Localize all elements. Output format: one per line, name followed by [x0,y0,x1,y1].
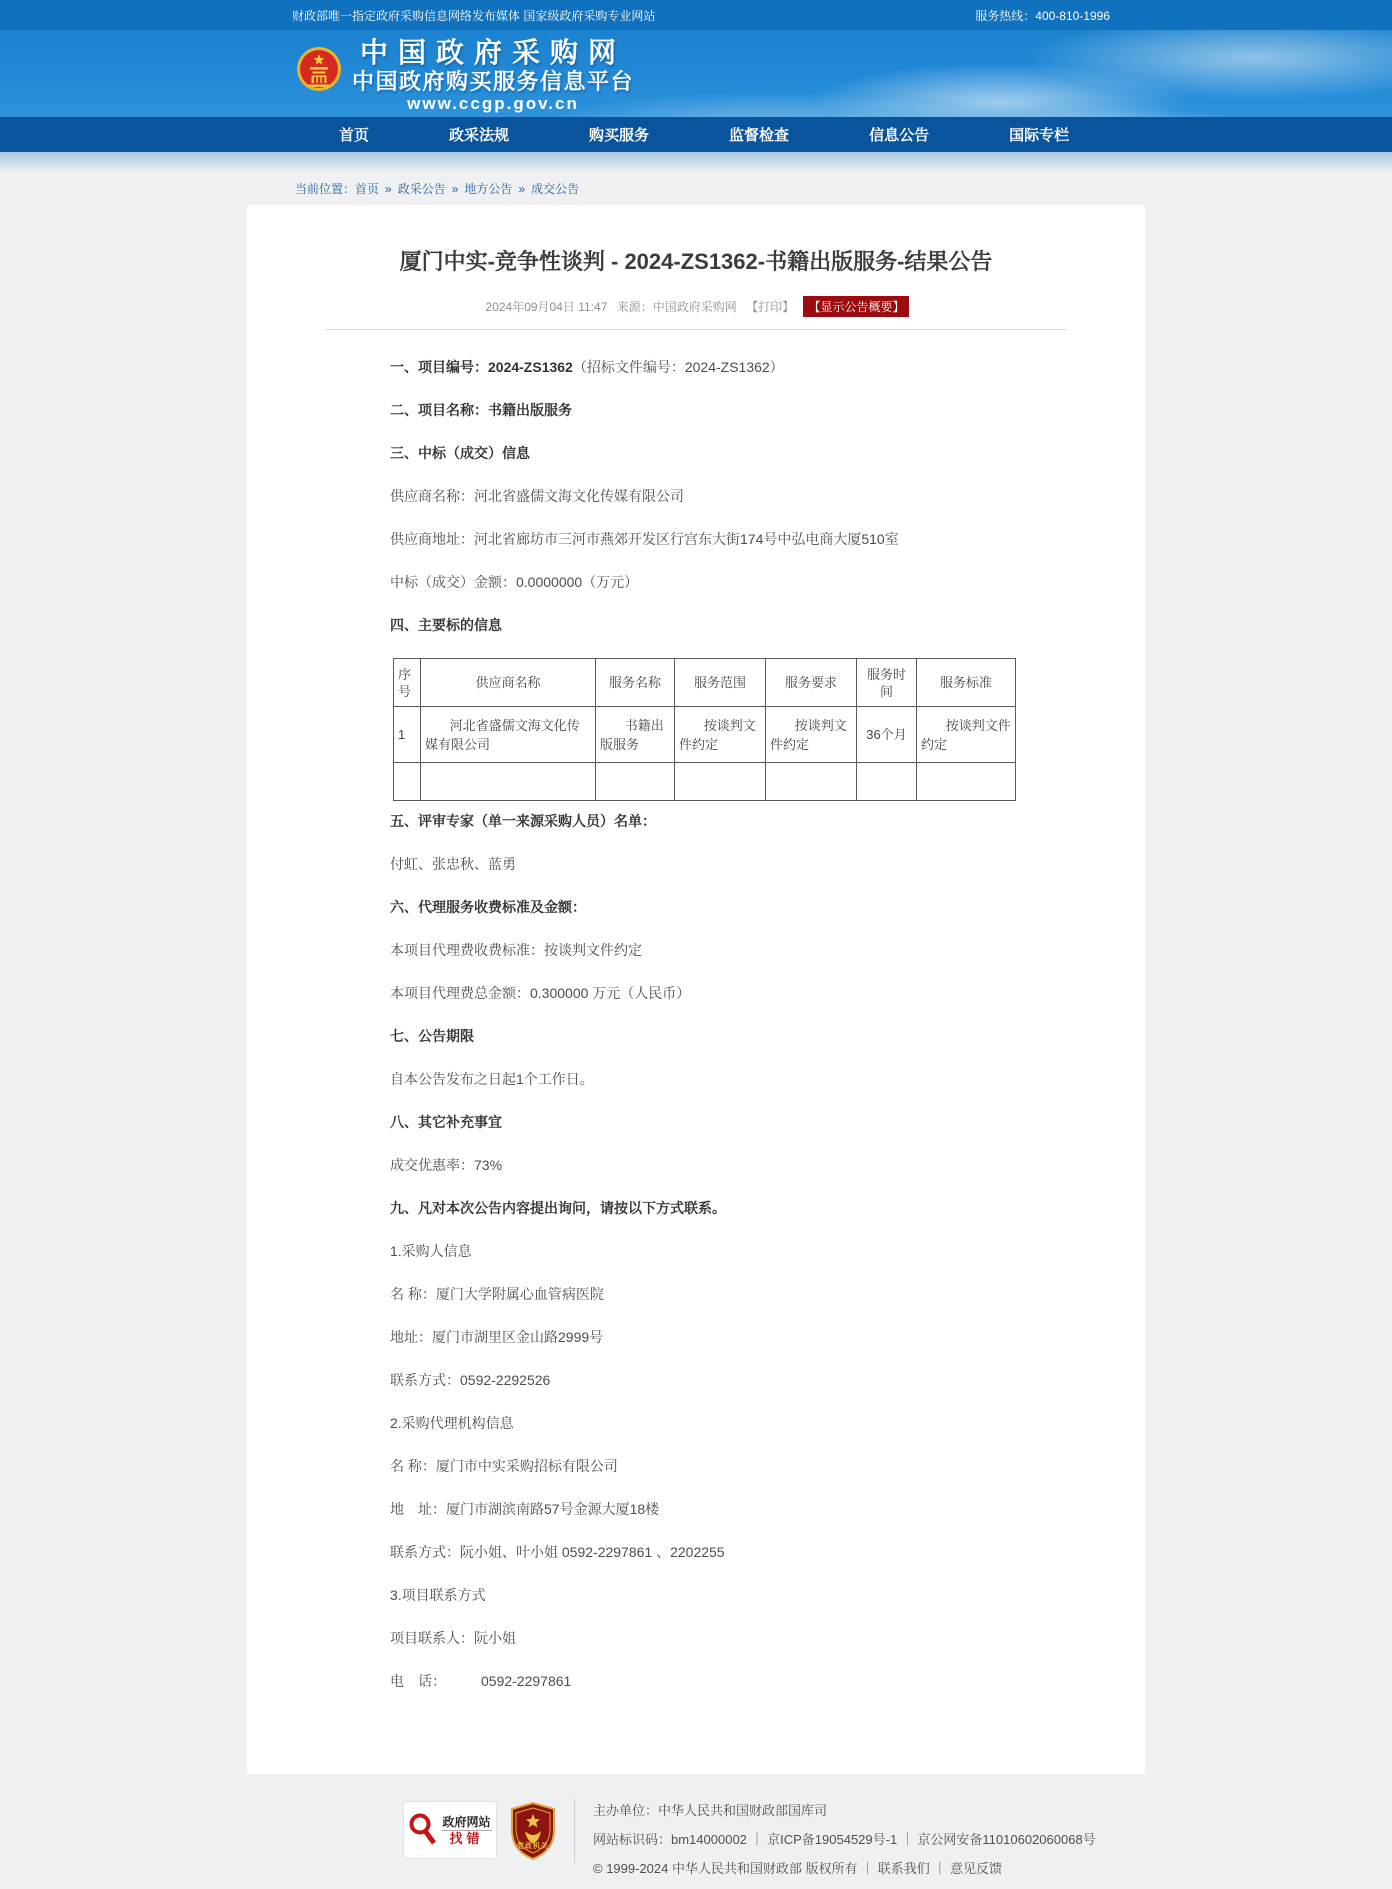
site-identity [352,38,634,114]
heading-text: 九、凡对本次公告内容提出询问，请按以下方式联系。 [390,1200,726,1216]
article-paragraph [390,572,1035,593]
nav-item-2[interactable]: 政采法规 [449,127,510,144]
badge-find-line2: 找错 [441,1830,492,1847]
article-card [247,205,1145,1774]
publish-datetime: 2024年09月04日 11:47 [485,300,608,314]
table-cell: 按谈判文件约定 [917,707,1016,763]
footer-info [593,1802,1096,1889]
article-paragraph [390,940,1035,961]
breadcrumb-separator: » [451,182,459,196]
breadcrumb-link-3[interactable]: 地方公告 [464,182,513,196]
paragraph-text: 名 称：厦门大学附属心血管病医院 [390,1286,604,1302]
award-info-table [393,658,1016,801]
breadcrumb-separator: » [385,182,392,196]
nav-fade-strip [0,152,1392,172]
party-gov-badge-label: 党政机关 [517,1843,549,1850]
heading-text: 三、中标（成交）信息 [390,445,530,461]
paragraph-text: 成交优惠率：73% [390,1157,503,1173]
magnifier-icon [408,1812,438,1848]
article-paragraph [390,1370,1035,1391]
section-heading [390,1026,1035,1047]
paragraph-text: （招标文件编号：2024-ZS1362） [572,359,784,375]
breadcrumb [295,180,1392,205]
topbar [0,0,1392,30]
footer-line-3: © 1999-2024 中华人民共和国财政部 版权所有 ｜ 联系我们 ｜ 意见反馈 [593,1861,1003,1876]
print-button[interactable]: 【打印】 [746,300,795,314]
paragraph-text: 供应商地址：河北省廊坊市三河市燕郊开发区行宫东大街174号中弘电商大厦510室 [390,531,899,547]
article-paragraph [390,1542,1035,1563]
table-cell: 书籍出版服务 [596,707,675,763]
table-cell [394,763,421,801]
table-header-row [394,659,1016,707]
table-header-cell: 服务要求 [766,659,857,707]
table-header-cell: 服务名称 [596,659,675,707]
party-gov-badge[interactable] [510,1802,556,1860]
article-paragraph [390,529,1035,550]
paragraph-text: 付虹、张忠秋、蓝勇 [390,856,516,872]
section-heading [390,1198,1035,1219]
article-paragraph [390,1069,1035,1090]
paragraph-text: 中标（成交）金额：0.0000000（万元） [390,574,639,590]
page-title: 厦门中实-竞争性谈判 - 2024-ZS1362-书籍出版服务-结果公告 [399,249,993,274]
section-heading [390,357,1035,378]
paragraph-text: 地 址：厦门市湖滨南路57号金源大厦18楼 [390,1501,660,1517]
paragraph-text: 3.项目联系方式 [390,1587,486,1603]
table-cell [857,763,917,801]
section-heading [390,400,1035,421]
paragraph-text: 地址：厦门市湖里区金山路2999号 [390,1329,604,1345]
site-subtitle: 中国政府购买服务信息平台 [352,69,635,94]
table-row [394,763,1016,801]
article-paragraph [390,1284,1035,1305]
nav-item-1[interactable]: 首页 [339,127,370,144]
section-heading [390,443,1035,464]
site-footer [0,1774,1392,1882]
breadcrumb-label: 当前位置： [295,182,356,196]
shield-icon [510,1802,556,1860]
paragraph-text: 本项目代理费收费标准：按谈判文件约定 [390,942,642,958]
gov-site-error-badge-text [441,1814,492,1847]
topbar-slogan: 财政部唯一指定政府采购信息网络发布媒体 国家级政府采购专业网站 [292,8,656,23]
article-paragraph [390,1628,1035,1649]
breadcrumb-separator: » [518,182,526,196]
article-meta [247,296,1145,317]
paragraph-text: 联系方式：0592-2292526 [390,1372,551,1388]
article-paragraph [390,983,1035,1004]
breadcrumb-link-2[interactable]: 政采公告 [397,182,446,196]
table-header-cell: 供应商名称 [421,659,596,707]
gov-site-error-badge[interactable] [404,1802,496,1858]
article-paragraph [390,854,1035,875]
breadcrumb-link-4[interactable]: 成交公告 [531,182,580,196]
site-title: 中国政府采购网 [360,37,627,68]
paragraph-text: 电 话： 0592-2297861 [390,1673,572,1689]
site-url[interactable]: www.ccgp.gov.cn [407,94,579,113]
show-summary-button[interactable]: 【显示公告概要】 [803,296,909,317]
heading-text: 六、代理服务收费标准及金额： [390,899,586,915]
article-body [247,330,1145,1774]
article-paragraph [390,1241,1035,1262]
paragraph-text: 自本公告发布之日起1个工作日。 [390,1071,594,1087]
paragraph-text: 联系方式：阮小姐、叶小姐 0592-2297861 、2202255 [390,1544,725,1560]
site-header [0,30,1392,117]
section-heading [390,615,1035,636]
paragraph-text: 项目联系人：阮小姐 [390,1630,516,1646]
topbar-hotline: 服务热线：400-810-1996 [975,8,1110,23]
table-header-cell: 服务标准 [917,659,1016,707]
table-cell: 河北省盛儒文海文化传媒有限公司 [421,707,596,763]
table-cell: 36个月 [857,707,917,763]
paragraph-text: 本项目代理费总金额：0.300000 万元（人民币） [390,985,691,1001]
national-emblem-logo [296,45,342,101]
article-paragraph [390,1499,1035,1520]
breadcrumb-link-1[interactable]: 首页 [355,182,380,196]
article-paragraph [390,1413,1035,1434]
footer-line-2: 网站标识码：bm14000002 ｜ 京ICP备19054529号-1 ｜ 京公网安备11010602060068号 [593,1832,1096,1847]
table-header-cell: 服务时间 [857,659,917,707]
table-cell: 按谈判文件约定 [766,707,857,763]
article-paragraph [390,1671,1035,1692]
heading-text: 七、公告期限 [390,1028,474,1044]
table-row [394,707,1016,763]
heading-text: 五、评审专家（单一来源采购人员）名单： [390,813,656,829]
article-paragraph [390,1155,1035,1176]
nav-item-5[interactable]: 信息公告 [869,127,930,144]
section-heading [390,811,1035,832]
section-heading [390,1112,1035,1133]
table-cell: 按谈判文件约定 [675,707,766,763]
table-header-cell: 序号 [394,659,421,707]
table-cell [596,763,675,801]
nav-item-4[interactable]: 监督检查 [729,127,790,144]
paragraph-text: 供应商名称：河北省盛儒文海文化传媒有限公司 [390,488,684,504]
table-cell [766,763,857,801]
heading-text: 四、主要标的信息 [390,617,502,633]
heading-text: 一、项目编号：2024-ZS1362 [390,359,573,375]
table-cell [917,763,1016,801]
article-paragraph [390,486,1035,507]
heading-text: 八、其它补充事宜 [390,1114,502,1130]
table-header-cell: 服务范围 [675,659,766,707]
article-paragraph [390,1585,1035,1606]
article-paragraph [390,1327,1035,1348]
table-cell: 1 [394,707,421,763]
paragraph-text: 2.采购代理机构信息 [390,1415,514,1431]
badge-find-line1: 政府网站 [442,1814,491,1829]
paragraph-text: 1.采购人信息 [390,1243,472,1259]
article-source: 来源：中国政府采购网 [616,300,737,314]
footer-line-1: 主办单位：中华人民共和国财政部国库司 [593,1803,828,1818]
section-heading [390,897,1035,918]
main-nav [0,117,1392,152]
nav-item-3[interactable]: 购买服务 [589,127,650,144]
article-paragraph [390,1456,1035,1477]
nav-item-6[interactable]: 国际专栏 [1009,127,1070,144]
heading-text: 二、项目名称：书籍出版服务 [390,402,572,418]
table-cell [421,763,596,801]
table-cell [675,763,766,801]
paragraph-text: 名 称：厦门市中实采购招标有限公司 [390,1458,618,1474]
footer-divider [574,1799,575,1863]
